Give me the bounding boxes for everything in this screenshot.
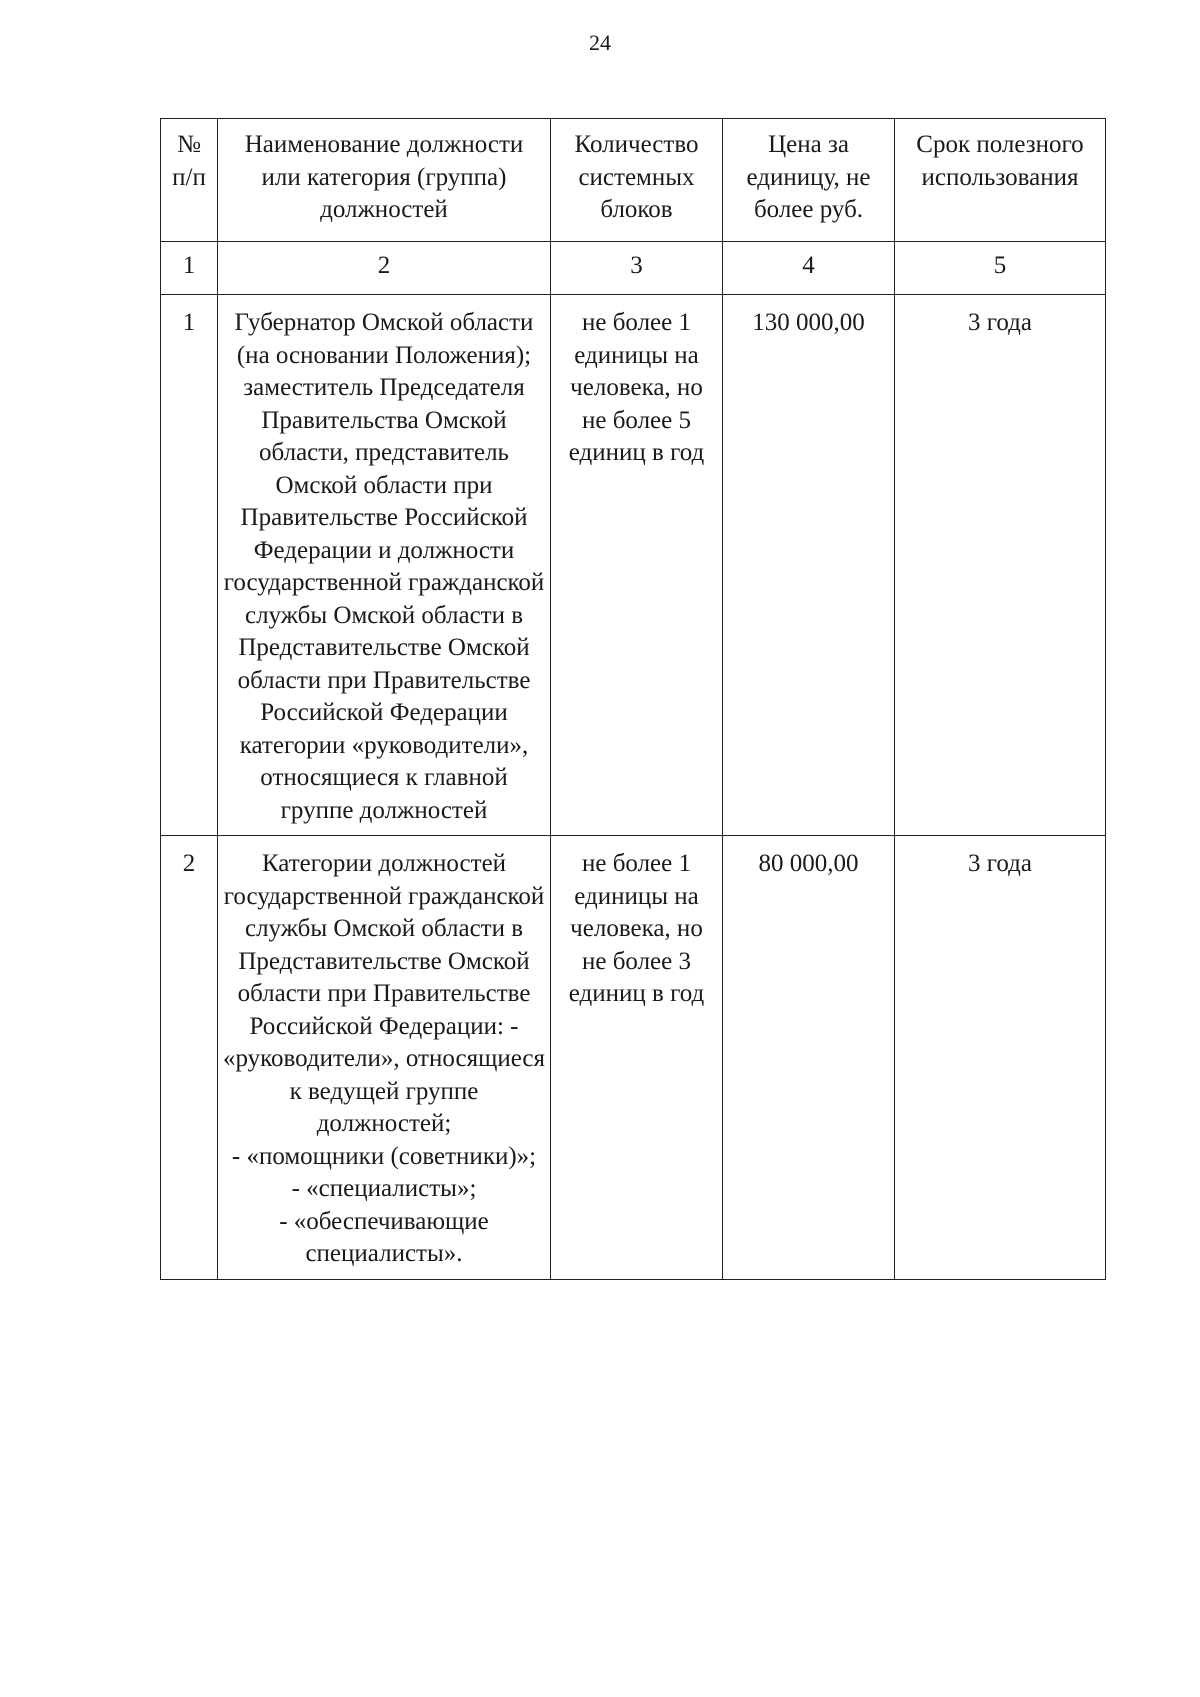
header-price: Цена за единицу, не более руб. [723,119,895,242]
row-price: 80 000,00 [723,836,895,1280]
row-number: 1 [161,295,218,836]
table-row [161,836,1106,1280]
column-index: 4 [723,242,895,295]
page-number: 24 [589,30,611,55]
row-quantity: не более 1 единицы на человека, но не более 5 единиц в год [551,295,723,836]
equipment-norms-table [160,118,1106,1280]
column-index-row [161,242,1106,295]
column-index: 1 [161,242,218,295]
row-position-line: Категории должностей государственной гражданской службы Омской области в Представительстве Омской области при Правительстве Российской Федерации: - «руководители», относящиеся к ведущей группе должностей; [222,850,546,1137]
row-position-line: - «специалисты»; [291,1175,477,1202]
row-term: 3 года [895,836,1106,1280]
column-index: 5 [895,242,1106,295]
header-number: № п/п [161,119,218,242]
row-position [218,836,551,1280]
header-quantity: Количество системных блоков [551,119,723,242]
column-index: 2 [218,242,551,295]
row-number: 2 [161,836,218,1280]
table-header-row [161,119,1106,242]
table-row [161,295,1106,836]
row-price: 130 000,00 [723,295,895,836]
column-index: 3 [551,242,723,295]
row-position-line: - «помощники (советники)»; [231,1142,537,1170]
row-position-line: - «обеспечивающие специалисты». [279,1207,489,1267]
header-position: Наименование должности или категория (группа) должностей [218,119,551,242]
row-quantity: не более 1 единицы на человека, но не более 3 единиц в год [551,836,723,1280]
row-term: 3 года [895,295,1106,836]
header-term: Срок полезного использования [895,119,1106,242]
row-position: Губернатор Омской области (на основании Положения); заместитель Председателя Правительства Омской области, представитель Омской области при Правительстве Российской Федерации и должности государственной гражданской службы Омской области в Представительстве Омской области при Правительстве Российской Федерации категории «руководители», относящиеся к главной группе должностей [218,295,551,836]
